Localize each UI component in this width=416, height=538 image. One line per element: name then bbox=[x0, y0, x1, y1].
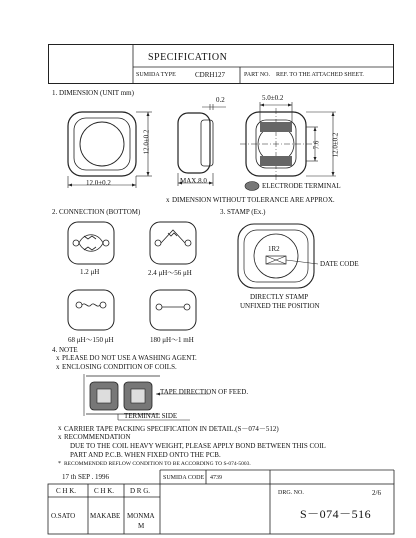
drawer-suffix: M bbox=[138, 522, 145, 530]
note-mark-7: * bbox=[58, 461, 61, 467]
note-line-6: PART AND P.C.B. WHEN FIXED ONTO THE PCB. bbox=[70, 451, 221, 459]
width-dimension-label: 12.0±0.2 bbox=[86, 179, 111, 187]
connection-label-2: 2.4 μH～56 μH bbox=[148, 269, 192, 277]
drawing-number: S－074－516 bbox=[300, 507, 372, 521]
note-mark-2: x bbox=[56, 363, 60, 371]
electrode-width-label: 5.0±0.2 bbox=[262, 94, 284, 102]
checker-name-2: MAKABE bbox=[90, 512, 121, 520]
note-heading: 4. NOTE bbox=[52, 346, 78, 354]
part-no-label: PART NO. bbox=[244, 72, 270, 78]
connection-heading: 2. CONNECTION (BOTTOM) bbox=[52, 208, 141, 216]
drawer-name: MONMA bbox=[127, 512, 155, 520]
part-no-value: REF. TO THE ATTACHED SHEET. bbox=[276, 72, 364, 78]
tape-feed-label: TAPE DIRECTION OF FEED. bbox=[160, 388, 249, 396]
note-line-4: RECOMMENDATION bbox=[64, 433, 131, 441]
sumida-code-label: SUMIDA CODE bbox=[163, 475, 205, 481]
terminal-side-label: TERMINAL SIDE bbox=[124, 412, 178, 420]
stamp-heading: 3. STAMP (Ex.) bbox=[220, 208, 266, 216]
tolerance-note-mark: x bbox=[166, 196, 170, 204]
sumida-type-value: CDRH127 bbox=[195, 71, 225, 79]
check-header-1: C H K. bbox=[56, 487, 77, 495]
connection-label-1: 1.2 μH bbox=[80, 268, 100, 276]
max-height-label: MAX.8.0 bbox=[180, 177, 207, 185]
note-mark-3: x bbox=[58, 424, 62, 432]
checker-name-1: O.SATO bbox=[51, 512, 76, 520]
stamp-direct-line2: UNFIXED THE POSITION bbox=[240, 302, 320, 310]
height-dimension-label: 12.0±0.2 bbox=[142, 129, 151, 155]
page-title: SPECIFICATION bbox=[148, 52, 228, 63]
thickness-label: 0.2 bbox=[216, 96, 225, 104]
bottom-height-label: 12.0±0.2 bbox=[331, 132, 340, 158]
sheet-number: 2/6 bbox=[372, 489, 381, 497]
electrode-legend: ELECTRODE TERMINAL bbox=[262, 182, 341, 190]
drawn-header: D R G. bbox=[130, 487, 151, 495]
note-mark-4: x bbox=[58, 433, 62, 441]
date-code-label: DATE CODE bbox=[320, 260, 359, 268]
connection-label-4: 180 μH～1 mH bbox=[150, 336, 194, 344]
tolerance-note: DIMENSION WITHOUT TOLERANCE ARE APPROX. bbox=[172, 196, 335, 204]
pitch-label: 7.6 bbox=[312, 140, 321, 150]
note-mark-1: x bbox=[56, 354, 60, 362]
connection-label-3: 68 μH～150 μH bbox=[68, 336, 114, 344]
note-line-5: DUE TO THE COIL HEAVY WEIGHT, PLEASE APPLY BOND BETWEEN THIS COIL bbox=[70, 442, 326, 450]
stamp-direct-line1: DIRECTLY STAMP bbox=[250, 293, 309, 301]
sumida-type-label: SUMIDA TYPE bbox=[136, 72, 176, 78]
stamp-code: 1R2 bbox=[268, 245, 280, 253]
note-line-1: PLEASE DO NOT USE A WASHING AGENT. bbox=[62, 354, 197, 362]
note-line-2: ENCLOSING CONDITION OF COILS. bbox=[62, 363, 177, 371]
dimension-heading: 1. DIMENSION (UNIT mm) bbox=[52, 89, 134, 97]
check-header-2: C H K. bbox=[94, 487, 115, 495]
note-line-7: RECOMMENDED REFLOW CONDITION TO BE ACCORDING TO S-074-5003. bbox=[64, 461, 251, 467]
issue-date: 17 th SEP . 1996 bbox=[62, 473, 109, 481]
note-line-3: CARRIER TAPE PACKING SPECIFICATION IN DETAIL.(S－074－512) bbox=[64, 425, 279, 433]
drg-no-label: DRG. NO. bbox=[278, 490, 304, 496]
sumida-code-value: 4739 bbox=[210, 475, 222, 481]
